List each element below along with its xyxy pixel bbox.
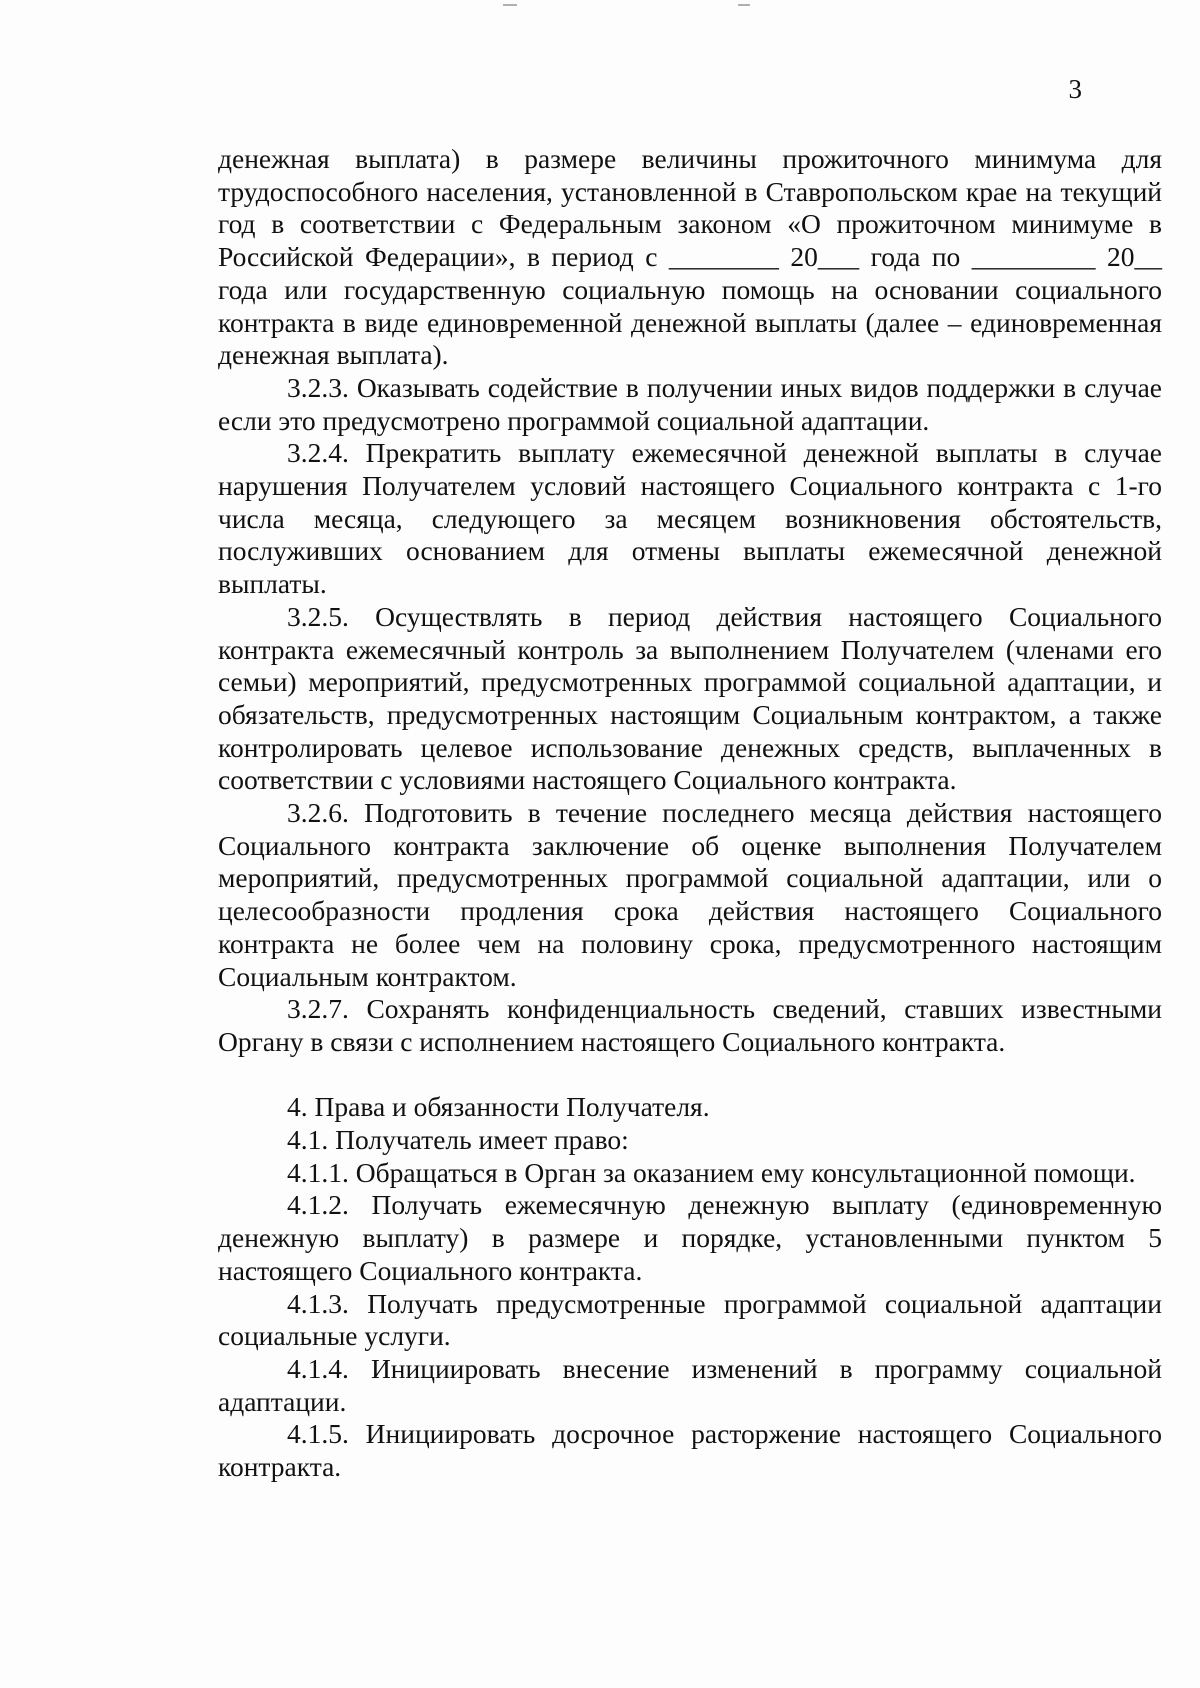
clause-3-2-3: 3.2.3. Оказывать содействие в получении иных видов поддержки в случае если это предусмотрено программой социальной адаптации. [218,371,1162,436]
clause-4-1-2: 4.1.2. Получать ежемесячную денежную выплату (единовременную денежную выплату) в размере и порядке, установленными пунктом 5 настоящего Социального контракта. [218,1189,1162,1286]
clause-4-1-5: 4.1.5. Инициировать досрочное расторжение настоящего Социального контракта. [218,1418,1162,1483]
scan-artifact [503,4,517,6]
paragraph-continuation: денежная выплата) в размере величины прожиточного минимума для трудоспособного населения, установленной в Ставропольском крае на текущий год в соответствии с Федеральным законом «О прожиточном минимуме в Российской Федерации», в период с ________ 20___ года по _________ 20__ года или государственную социальную помощь на основании социального контракта в виде единовременной денежной выплаты (далее – единовременная денежная выплата). [218,143,1162,371]
clause-4-1-1: 4.1.1. Обращаться в Орган за оказанием ему консультационной помощи. [287,1156,1136,1188]
page-number: 3 [1068,74,1082,104]
clause-3-2-7: 3.2.7. Сохранять конфиденциальность сведений, ставших известными Органу в связи с исполнением настоящего Социального контракта. [218,993,1162,1057]
clause-4-1-3: 4.1.3. Получать предусмотренные программой социальной адаптации социальные услуги. [218,1287,1162,1352]
section-heading-4: 4. Права и обязанности Получателя. [287,1091,710,1123]
clause-3-2-4: 3.2.4. Прекратить выплату ежемесячной денежной выплаты в случае нарушения Получателем условий настоящего Социального контракта с 1-го числа месяца, следующего за месяцем возникновения обстоятельств, послуживших основанием для отмены выплаты ежемесячной денежной выплаты. [218,437,1162,600]
scan-artifact [738,4,750,6]
clause-3-2-6: 3.2.6. Подготовить в течение последнего месяца действия настоящего Социального контракта заключение об оценке выполнения Получателем мероприятий, предусмотренных программой социальной адаптации, или о целесообразности продления срока действия настоящего Социального контракта не более чем на половину срока, предусмотренного настоящим Социальным контрактом. [218,797,1162,992]
clause-4-1-4: 4.1.4. Инициировать внесение изменений в программу социальной адаптации. [218,1353,1162,1417]
document-body [218,143,1162,1484]
clause-4-1: 4.1. Получатель имеет право: [287,1124,629,1156]
clause-3-2-5: 3.2.5. Осуществлять в период действия настоящего Социального контракта ежемесячный контроль за выполнением Получателем (членами его семьи) мероприятий, предусмотренных программой социальной адаптации, и обязательств, предусмотренных настоящим Социальным контрактом, а также контролировать целевое использование денежных средств, выплаченных в соответствии с условиями настоящего Социального контракта. [218,600,1162,796]
